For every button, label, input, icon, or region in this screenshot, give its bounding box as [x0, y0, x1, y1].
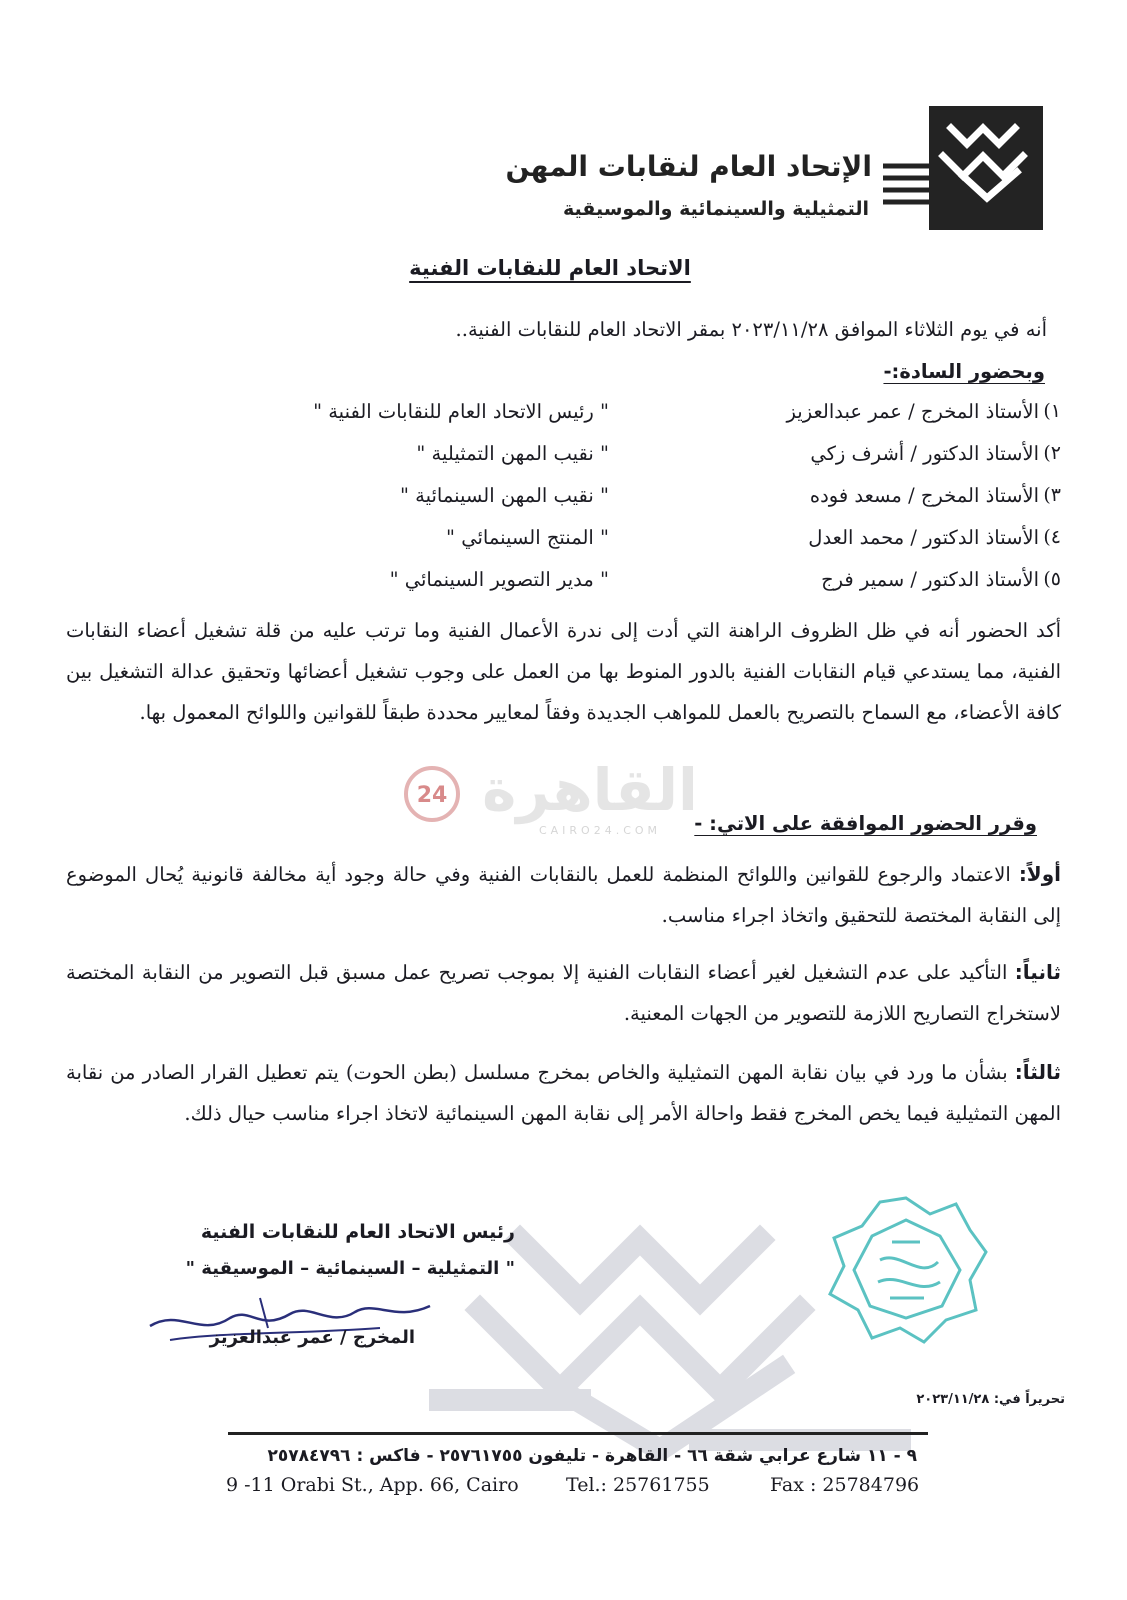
intro-text: أنه في يوم الثلاثاء الموافق ٢٠٢٣/١١/٢٨ بمقر الاتحاد العام للنقابات الفنية..: [455, 318, 1047, 341]
decision-item: [66, 854, 1061, 936]
decision-text: بشأن ما ورد في بيان نقابة المهن التمثيلية والخاص بمخرج مسلسل (بطن الحوت) يتم تعطيل القرار الصادر من نقابة المهن التمثيلية فيما يخص المخرج فقط واحالة الأمر إلى نقابة المهن السينمائية لاتخاذ اجراء مناسب حيال ذلك.: [66, 1061, 1061, 1125]
attendee-number: ٤): [1043, 526, 1061, 548]
footer-phone: Tel.: 25761755: [566, 1474, 710, 1496]
org-name: الإتحاد العام لنقابات المهن: [505, 150, 872, 183]
attendee-row: [61, 480, 1061, 518]
org-subtitle: التمثيلية والسينمائية والموسيقية: [562, 198, 869, 220]
attendance-heading: وبحضور السادة:-: [883, 360, 1045, 383]
attendee-row: [61, 564, 1061, 602]
attendee-name: الأستاذ الدكتور / أشرف زكي: [810, 442, 1039, 465]
attendee-name: الأستاذ المخرج / مسعد فوده: [809, 484, 1039, 507]
decision-item: [66, 952, 1061, 1034]
attendee-name: الأستاذ المخرج / عمر عبدالعزيز: [786, 400, 1039, 423]
signature-title: رئيس الاتحاد العام للنقابات الفنية: [200, 1221, 515, 1243]
attendee-role: " نقيب المهن السينمائية ": [399, 484, 609, 507]
attendee-role: " مدير التصوير السينمائي ": [389, 568, 609, 591]
attendee-name: الأستاذ الدكتور / سمير فرج: [821, 568, 1039, 591]
decision-heading: وقرر الحضور الموافقة على الاتي: -: [694, 812, 1037, 835]
attendee-role: " نقيب المهن التمثيلية ": [416, 442, 609, 465]
attendee-role: " رئيس الاتحاد العام للنقابات الفنية ": [313, 400, 609, 423]
decision-text: التأكيد على عدم التشغيل لغير أعضاء النقابات الفنية إلا بموجب تصريح عمل مسبق قبل التصوير من النقابة المختصة لاستخراج التصاريح اللازمة للتصوير من الجهات المعنية.: [66, 961, 1061, 1025]
site-watermark-logo: [400, 748, 720, 840]
site-badge: 24: [416, 783, 448, 808]
site-url: CAIRO24.COM: [538, 824, 662, 837]
date-written: تحريراً في: ٢٠٢٣/١١/٢٨: [916, 1392, 1065, 1407]
attendee-row: [61, 396, 1061, 434]
footer-divider: [228, 1432, 928, 1435]
attendee-role: " المنتج السينمائي ": [446, 526, 609, 549]
decision-lead: أولاً:: [1018, 862, 1061, 886]
decision-item: [66, 1052, 1061, 1134]
attendee-row: [61, 438, 1061, 476]
union-logo-icon: [883, 106, 1043, 230]
attendee-number: ١): [1043, 400, 1061, 422]
attendee-number: ٥): [1043, 568, 1061, 590]
footer-arabic-address: ٩ - ١١ شارع عرابي شقة ٦٦ - القاهرة - تليفون ٢٥٧٦١٧٥٥ - فاكس : ٢٥٧٨٤٧٩٦: [267, 1446, 917, 1466]
main-paragraph: أكد الحضور أنه في ظل الظروف الراهنة التي أدت إلى ندرة الأعمال الفنية وما ترتب عليه من قلة تشغيل أعضاء النقابات الفنية، مما يستدعي قيام النقابات الفنية بالدور المنوط بها من العمل على وجوب تشغيل أعضائها وتحقيق عدالة التشغيل بين كافة الأعضاء، مع السماح بالتصريح بالعمل للمواهب الجديدة وفقاً لمعايير محددة طبقاً للقوانين واللوائح المعمول بها.: [66, 619, 1061, 724]
site-logo-text: القاهرة: [482, 756, 698, 824]
attendee-number: ٢): [1043, 442, 1061, 464]
decision-text: الاعتماد والرجوع للقوانين واللوائح المنظمة للعمل بالنقابات الفنية وفي حالة وجود أية مخالفة قانونية يُحال الموضوع إلى النقابة المختصة للتحقيق واتخاذ اجراء مناسب.: [66, 863, 1061, 927]
footer-english-address: 9 -11 Orabi St., App. 66, Cairo: [226, 1474, 519, 1496]
decision-lead: ثانياً:: [1014, 960, 1061, 984]
attendee-number: ٣): [1043, 484, 1061, 506]
decision-lead: ثالثاً:: [1014, 1060, 1061, 1084]
document-title: الاتحاد العام للنقابات الفنية: [409, 256, 691, 280]
attendee-name: الأستاذ الدكتور / محمد العدل: [808, 526, 1039, 549]
official-stamp-icon: [820, 1190, 992, 1348]
signature-subtitle: " التمثيلية – السينمائية – الموسيقية ": [185, 1258, 515, 1279]
signatory-name: المخرج / عمر عبدالعزيز: [209, 1327, 415, 1348]
attendee-row: [61, 522, 1061, 560]
footer-fax: Fax : 25784796: [770, 1474, 920, 1496]
